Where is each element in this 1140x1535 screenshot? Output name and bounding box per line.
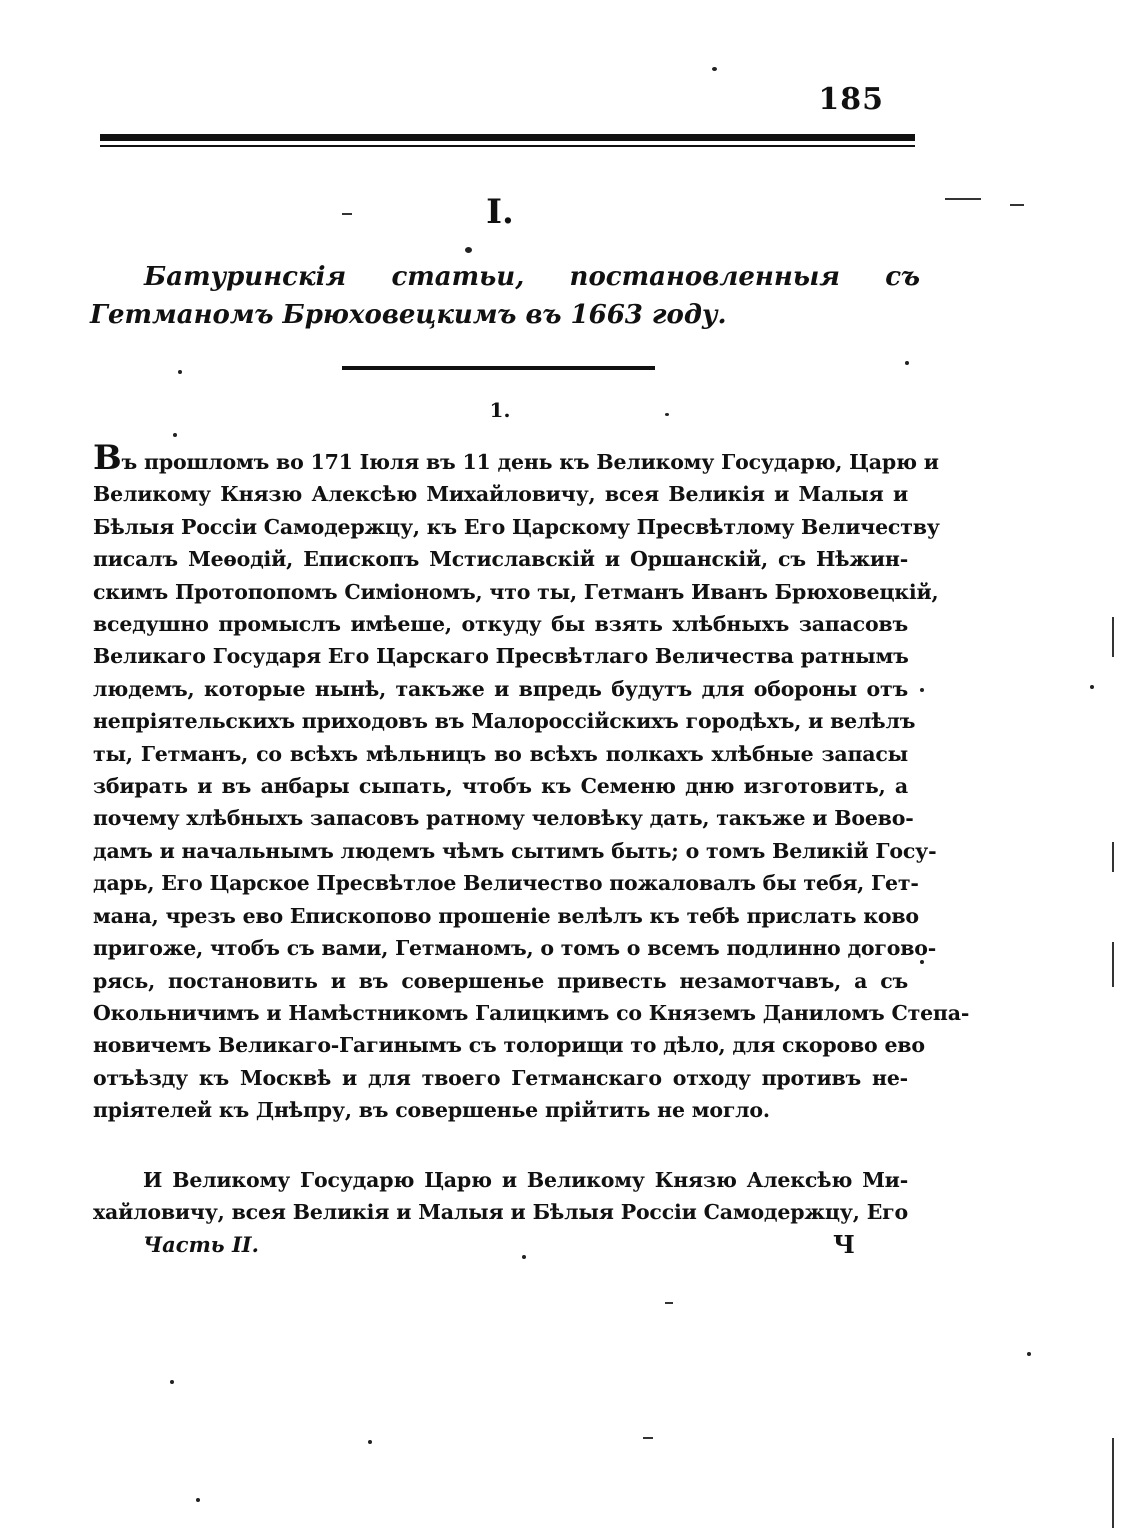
paragraph-1-line: скимъ Протопопомъ Симіономъ, что ты, Гетманъ Иванъ Брюховецкій,	[93, 579, 939, 604]
heading-divider	[342, 366, 655, 370]
paragraph-1-line-1-text: ъ прошломъ во 171 Іюля въ 11 день къ Великому Государю, Царю и	[121, 450, 939, 474]
scan-mark	[1112, 842, 1114, 872]
paragraph-1-line: дарь, Его Царское Пресвѣтлое Величество пожаловалъ бы тебя, Гет-	[93, 871, 919, 896]
paragraph-2-line: хайловичу, всея Великія и Малыя и Бѣлыя Россіи Самодержцу, Его	[93, 1200, 908, 1225]
scan-speck	[920, 688, 924, 692]
scan-mark	[945, 198, 981, 200]
paragraph-1-line: Великаго Государя Его Царскаго Пресвѣтлаго Величества ратнымъ	[93, 644, 909, 669]
scan-speck	[173, 433, 177, 437]
scan-speck	[920, 960, 924, 964]
scan-speck	[712, 67, 717, 71]
paragraph-1-line: писалъ Меѳодій, Епископъ Мстиславскій и Оршанскій, съ Нѣжин-	[93, 547, 908, 572]
paragraph-1-line: вседушно промыслъ имѣеше, откуду бы взять хлѣбныхъ запасовъ	[93, 612, 908, 637]
section-numeral: I.	[486, 192, 514, 232]
paragraph-1-line: Бѣлыя Россіи Самодержцу, къ Его Царскому Пресвѣтлому Величеству	[93, 514, 940, 539]
scan-speck	[196, 1498, 200, 1502]
paragraph-2	[93, 1164, 908, 1229]
scan-mark	[643, 1437, 653, 1439]
paragraph-1-line: рясь, постановить и въ совершенье привесть незамотчавъ, а съ	[93, 968, 908, 993]
paragraph-1-line: збирать и въ анбары сыпать, чтобъ къ Семеню дню изготовить, а	[93, 774, 908, 799]
paragraph-1	[93, 438, 970, 1127]
paragraph-1-line: дамъ и начальнымъ людемъ чѣмъ сытимъ быть; о томъ Великій Госу-	[93, 838, 937, 863]
paragraph-1-line: почему хлѣбныхъ запасовъ ратному человѣку дать, такъже и Воево-	[93, 806, 914, 831]
document-heading: Батуринскія статьи, постановленныя съ Гетманомъ Брюховецкимъ въ 1663 году.	[90, 262, 920, 330]
page-number: 185	[818, 82, 884, 117]
scan-mark	[1010, 204, 1024, 206]
scan-speck	[170, 1380, 174, 1384]
paragraph-1-line-1	[93, 438, 939, 478]
paragraph-1-line: Великому Князю Алексѣю Михайловичу, всея Великія и Малыя и	[93, 482, 908, 507]
paragraph-1-line: пригоже, чтобъ съ вами, Гетманомъ, о томъ о всемъ подлинно догово-	[93, 936, 937, 961]
scan-mark	[1112, 1438, 1114, 1528]
article-number: 1.	[489, 398, 511, 422]
scan-speck	[665, 413, 669, 416]
paragraph-1-line: людемъ, которые нынѣ, такъже и впредь будутъ для обороны отъ	[93, 676, 908, 701]
paragraph-1-line: пріятелей къ Днѣпру, въ совершенье прійтить не могло.	[93, 1098, 770, 1123]
header-rule-thick	[100, 134, 915, 141]
header-rule-thin	[100, 145, 915, 147]
scan-speck	[905, 361, 909, 365]
paragraph-1-line: мана, чрезъ ево Епископово прошеніе велѣлъ къ тебѣ прислать ково	[93, 903, 919, 928]
scan-speck	[178, 370, 182, 374]
scan-mark	[342, 213, 352, 215]
paragraph-1-line: Окольничимъ и Намѣстникомъ Галицкимъ со Княземъ Даниломъ Степа-	[93, 1000, 970, 1025]
scan-speck	[368, 1440, 372, 1444]
footer-part-label: Часть II.	[143, 1232, 259, 1257]
paragraph-1-line: непріятельскихъ приходовъ въ Малороссійскихъ городѣхъ, и велѣлъ	[93, 709, 916, 734]
scan-speck	[1090, 685, 1094, 689]
paragraph-1-line: отъѣзду къ Москвѣ и для твоего Гетманскаго отходу противъ не-	[93, 1065, 908, 1090]
scan-speck	[1027, 1352, 1031, 1356]
scan-mark	[665, 1302, 673, 1304]
footer-signature-mark: Ч	[833, 1230, 855, 1259]
scan-speck	[465, 247, 472, 253]
paragraph-2-line: И Великому Государю Царю и Великому Князю Алексѣю Ми-	[143, 1168, 908, 1192]
scan-speck	[522, 1255, 526, 1259]
scan-mark	[1112, 942, 1114, 987]
drop-cap: В	[93, 438, 122, 478]
scan-mark	[1112, 617, 1114, 657]
paragraph-1-line: новичемъ Великаго-Гагинымъ съ толорищи то дѣло, для скорово ево	[93, 1033, 925, 1058]
paragraph-1-line: ты, Гетманъ, со всѣхъ мѣльницъ во всѣхъ полкахъ хлѣбные запасы	[93, 741, 908, 766]
